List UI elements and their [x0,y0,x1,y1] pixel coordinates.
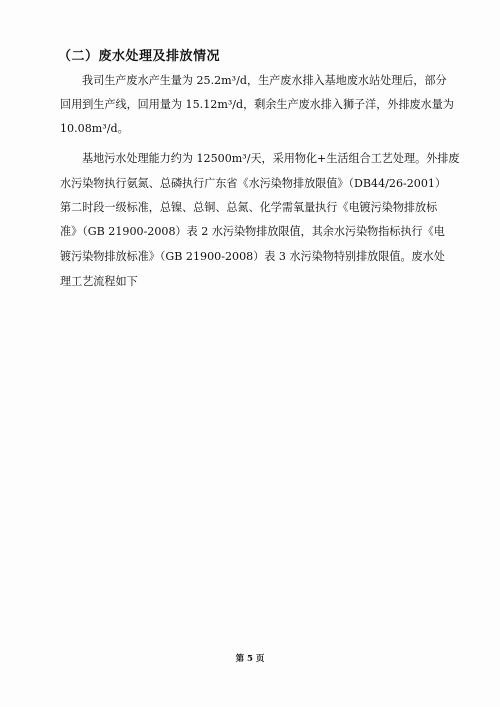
page-number: 第 5 页 [235,654,265,664]
paragraph-line: 水污染物执行氨氮、总磷执行广东省《水污染物排放限值》（DB44/26-2001） [60,177,447,190]
paragraph-line: 回用到生产线，回用量为 15.12m³/d，剩余生产废水排入狮子洋，外排废水量为 [60,98,454,111]
paragraph-line: 准》（GB 21900-2008）表 2 水污染物排放限值，其余水污染物指标执行《电 [60,225,445,238]
paragraph-line: 理工艺流程如下 [60,275,138,288]
paragraph-line: 基地污水处理能力约为 12500m³/天，采用物化+生活组合工艺处理。外排废 [82,152,460,165]
section-heading: （二）废水处理及排放情况 [58,49,221,64]
paragraph-line: 我司生产废水产生量为 25.2m³/d，生产废水排入基地废水站处理后，部分 [82,74,447,87]
paragraph-line: 镀污染物排放标准》（GB 21900-2008）表 3 水污染物特别排放限值。废水处 [60,250,445,263]
paragraph-line: 10.08m³/d。 [60,122,129,135]
paragraph-line: 第二时段一级标准，总镍、总铜、总氮、化学需氧量执行《电镀污染物排放标 [60,201,438,214]
